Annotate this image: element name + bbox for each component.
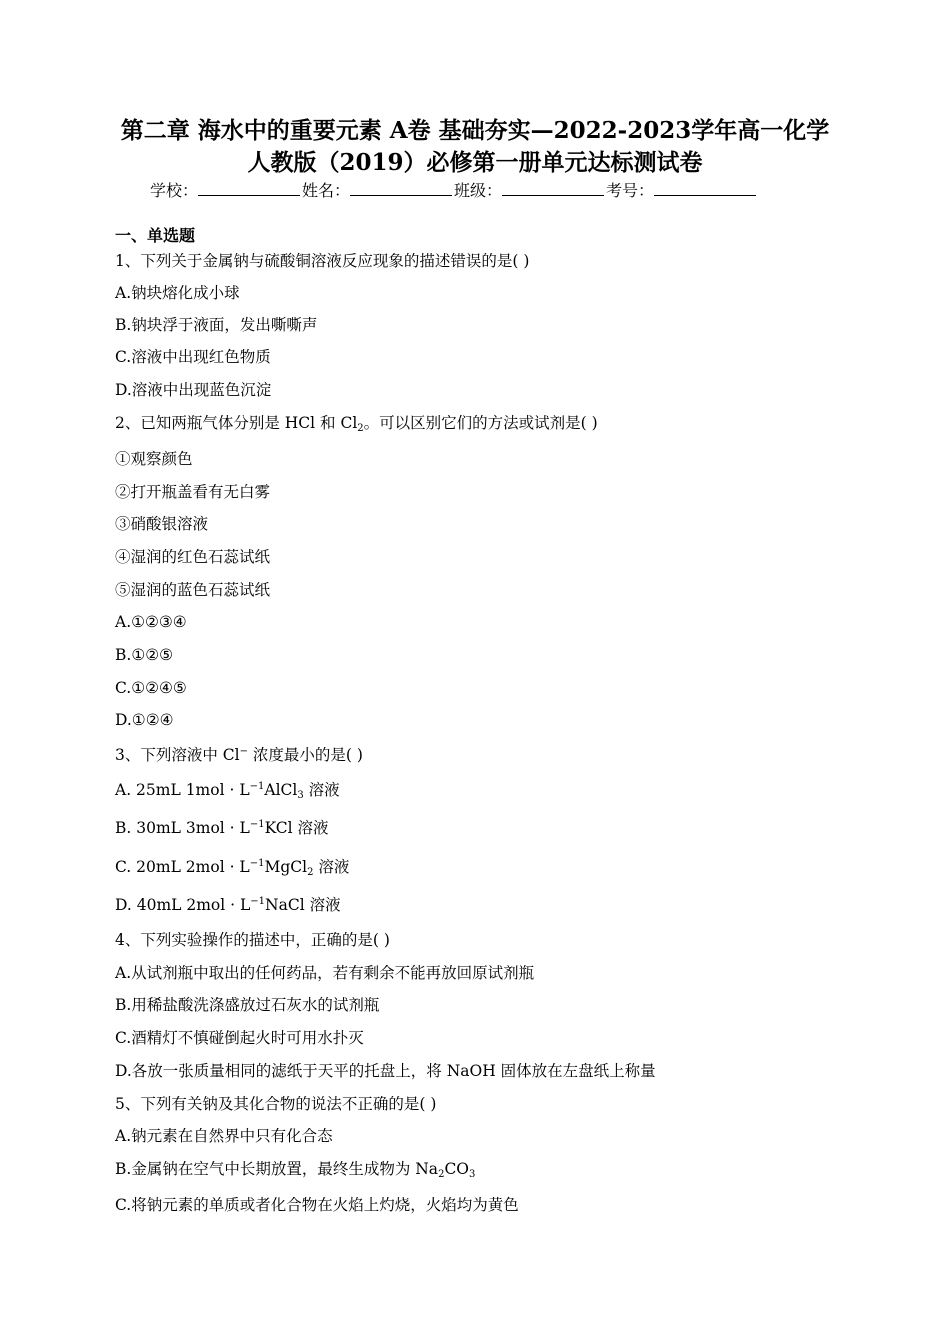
q5-b-subscript-2: 3 bbox=[469, 1169, 476, 1180]
q5-b-formula: CO bbox=[444, 1160, 470, 1178]
q3-stem bbox=[115, 744, 363, 766]
exam-title-line1: 第二章 海水中的重要元素 A卷 基础夯实—2022-2023学年高一化学 bbox=[120, 117, 830, 144]
school-blank[interactable] bbox=[198, 178, 300, 196]
school-label: 学校： bbox=[150, 181, 199, 200]
q3-stem-text-end: 浓度最小的是( ) bbox=[248, 746, 363, 764]
q3-c-text: C. 20mL 2mol · L bbox=[115, 858, 250, 876]
name-field bbox=[302, 178, 454, 203]
q4-option-b: B.用稀盐酸洗涤盛放过石灰水的试剂瓶 bbox=[115, 996, 380, 1014]
q2-option-b: B.①②⑤ bbox=[115, 646, 174, 664]
q3-stem-superscript: − bbox=[239, 746, 248, 757]
q2-option-a: A.①②③④ bbox=[115, 613, 187, 631]
q2-stem bbox=[115, 412, 598, 434]
q2-item-5: ⑤湿润的蓝色石蕊试纸 bbox=[115, 581, 271, 599]
q1-option-c: C.溶液中出现红色物质 bbox=[115, 348, 271, 366]
exam-title-line2: 人教版（2019）必修第一册单元达标测试卷 bbox=[247, 149, 703, 176]
q3-a-subscript: 3 bbox=[297, 790, 304, 801]
q3-c-text-end: 溶液 bbox=[313, 858, 350, 876]
q3-c-subscript: 2 bbox=[307, 867, 314, 878]
q3-c-formula: MgCl bbox=[264, 858, 308, 876]
q3-b-text: B. 30mL 3mol · L bbox=[115, 819, 250, 837]
q5-b-text: B.金属钠在空气中长期放置，最终生成物为 Na bbox=[115, 1160, 439, 1178]
q3-a-superscript: −1 bbox=[249, 781, 265, 792]
q3-option-b bbox=[115, 817, 328, 839]
q3-c-superscript: −1 bbox=[249, 858, 265, 869]
q3-stem-text: 3、下列溶液中 Cl bbox=[115, 746, 240, 764]
q3-a-text: A. 25mL 1mol · L bbox=[115, 781, 250, 799]
q2-stem-subscript: 2 bbox=[357, 423, 364, 434]
q5-stem: 5、下列有关钠及其化合物的说法不正确的是( ) bbox=[115, 1095, 437, 1113]
class-field bbox=[454, 178, 606, 203]
q2-item-4: ④湿润的红色石蕊试纸 bbox=[115, 548, 271, 566]
q4-stem: 4、下列实验操作的描述中，正确的是( ) bbox=[115, 931, 390, 949]
class-label: 班级： bbox=[454, 181, 503, 200]
q3-d-superscript: −1 bbox=[250, 896, 266, 907]
q5-option-b bbox=[115, 1158, 475, 1180]
section-title: 一、单选题 bbox=[115, 226, 196, 245]
q3-option-a bbox=[115, 779, 340, 801]
q2-option-d: D.①②④ bbox=[115, 711, 174, 729]
exam-no-field bbox=[606, 178, 758, 203]
student-info-row bbox=[150, 178, 758, 203]
q2-item-2: ②打开瓶盖看有无白雾 bbox=[115, 483, 271, 501]
name-label: 姓名： bbox=[302, 181, 351, 200]
q4-option-c: C.酒精灯不慎碰倒起火时可用水扑灭 bbox=[115, 1029, 364, 1047]
q5-option-c: C.将钠元素的单质或者化合物在火焰上灼烧，火焰均为黄色 bbox=[115, 1196, 519, 1214]
q3-a-text-end: 溶液 bbox=[303, 781, 340, 799]
q2-stem-text-end: 。可以区别它们的方法或试剂是( ) bbox=[363, 414, 598, 432]
q3-option-d bbox=[115, 894, 341, 916]
q3-d-text-end: NaCl 溶液 bbox=[265, 896, 341, 914]
q3-b-superscript: −1 bbox=[249, 819, 265, 830]
q1-stem: 1、下列关于金属钠与硫酸铜溶液反应现象的描述错误的是( ) bbox=[115, 252, 530, 270]
name-blank[interactable] bbox=[350, 178, 452, 196]
q5-b-subscript-1: 2 bbox=[438, 1169, 445, 1180]
q3-b-text-end: KCl 溶液 bbox=[264, 819, 329, 837]
q1-option-b: B.钠块浮于液面，发出嘶嘶声 bbox=[115, 316, 318, 334]
q4-option-d: D.各放一张质量相同的滤纸于天平的托盘上，将 NaOH 固体放在左盘纸上称量 bbox=[115, 1062, 656, 1080]
q5-option-a: A.钠元素在自然界中只有化合态 bbox=[115, 1127, 333, 1145]
q2-item-3: ③硝酸银溶液 bbox=[115, 515, 209, 533]
class-blank[interactable] bbox=[502, 178, 604, 196]
exam-no-label: 考号： bbox=[606, 181, 655, 200]
q1-option-d: D.溶液中出现蓝色沉淀 bbox=[115, 381, 272, 399]
q1-option-a: A.钠块熔化成小球 bbox=[115, 284, 240, 302]
q4-option-a: A.从试剂瓶中取出的任何药品，若有剩余不能再放回原试剂瓶 bbox=[115, 964, 535, 982]
q3-option-c bbox=[115, 856, 349, 878]
q3-a-formula: AlCl bbox=[264, 781, 298, 799]
q3-d-text: D. 40mL 2mol · L bbox=[115, 896, 251, 914]
q2-item-1: ①观察颜色 bbox=[115, 450, 193, 468]
exam-no-blank[interactable] bbox=[654, 178, 756, 196]
school-field bbox=[150, 178, 302, 203]
q2-stem-text: 2、已知两瓶气体分别是 HCl 和 Cl bbox=[115, 414, 358, 432]
q2-option-c: C.①②④⑤ bbox=[115, 679, 187, 697]
